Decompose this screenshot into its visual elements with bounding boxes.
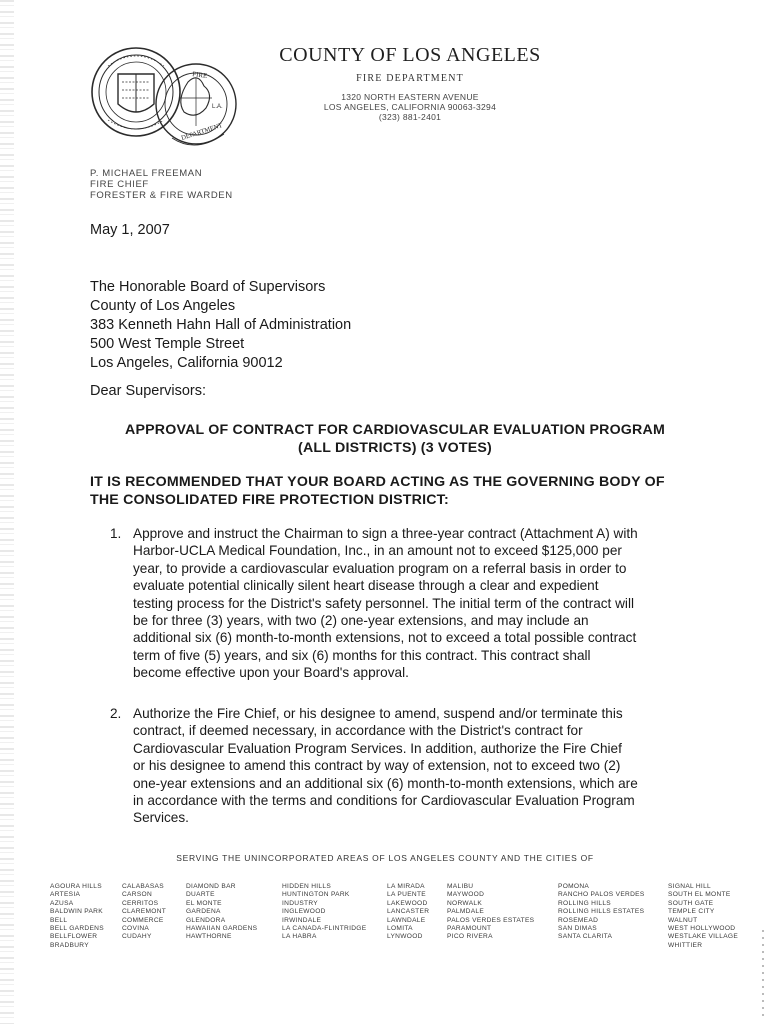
item-line: or his designee to amend this contract by way of extension, not to exceed two (2)	[133, 758, 621, 774]
chief-name: P. MICHAEL FREEMAN	[90, 168, 203, 179]
city-name: GLENDORA	[186, 916, 226, 924]
city-name: COVINA	[122, 925, 150, 933]
subject-heading	[100, 421, 690, 457]
county-seal-icon	[88, 42, 243, 150]
subject-line: (ALL DISTRICTS) (3 VOTES)	[298, 440, 492, 456]
recommendation-heading	[90, 473, 700, 509]
item-number: 1.	[110, 526, 122, 541]
item-line: in accordance with the terms and conditions for Cardiovascular Evaluation Program	[133, 793, 635, 809]
city-name: POMONA	[558, 883, 590, 890]
city-name: LYNWOOD	[387, 933, 423, 941]
city-name: LAKEWOOD	[387, 899, 428, 907]
city-name: ROSEMEAD	[558, 916, 599, 924]
item-line: become effective upon your Board's approval.	[133, 665, 409, 681]
city-name: PICO RIVERA	[447, 933, 493, 941]
city-name: CALABASAS	[122, 883, 164, 890]
city-name: HIDDEN HILLS	[282, 883, 332, 890]
fire-chief-block	[90, 168, 233, 201]
city-name: PARAMOUNT	[447, 925, 492, 933]
city-name: ROLLING HILLS ESTATES	[558, 908, 645, 916]
item-line: Harbor-UCLA Medical Foundation, Inc., in an amount not to exceed $125,000 per	[133, 543, 622, 559]
city-name: WALNUT	[668, 916, 698, 924]
city-column	[122, 883, 166, 942]
city-name: CLAREMONT	[122, 908, 167, 916]
city-name: BRADBURY	[50, 941, 89, 949]
svg-text:L.A.: L.A.	[212, 104, 223, 110]
city-column	[387, 883, 429, 942]
city-name: IRWINDALE	[282, 916, 322, 924]
city-name: SANTA CLARITA	[558, 933, 613, 941]
item-body	[133, 525, 690, 682]
chief-title: FORESTER & FIRE WARDEN	[90, 190, 233, 201]
city-name: INGLEWOOD	[282, 908, 326, 916]
city-name: HAWTHORNE	[186, 933, 232, 941]
city-name: WHITTIER	[668, 941, 703, 949]
city-column	[50, 883, 104, 950]
address-line: 1320 NORTH EASTERN AVENUE	[341, 92, 479, 102]
item-line: contract, if deemed necessary, in accordance with the District's contract for	[133, 723, 583, 739]
city-name: INDUSTRY	[282, 899, 318, 907]
city-name: NORWALK	[447, 899, 483, 907]
city-name: CERRITOS	[122, 899, 159, 907]
city-column	[186, 883, 257, 942]
item-line: be for three (3) years, with two (2) one-year extensions, and may include an	[133, 613, 589, 629]
addressee-line: 383 Kenneth Hahn Hall of Administration	[90, 317, 352, 333]
letterhead	[250, 44, 570, 122]
addressee-line: County of Los Angeles	[90, 298, 236, 314]
city-name: SAN DIMAS	[558, 925, 597, 933]
city-name: WESTLAKE VILLAGE	[668, 933, 739, 941]
city-name: LOMITA	[387, 925, 413, 933]
item-line: testing process for the District's safety personnel. The initial term of the contract will	[133, 595, 634, 611]
city-name: AZUSA	[50, 899, 74, 907]
city-name: DUARTE	[186, 891, 215, 899]
recommendation-item	[110, 705, 690, 827]
city-name: BELL	[50, 916, 68, 924]
svg-text:DEPARTMENT: DEPARTMENT	[180, 122, 224, 142]
city-name: ARTESIA	[50, 891, 81, 899]
city-list	[50, 883, 750, 963]
city-name: AGOURA HILLS	[50, 883, 102, 890]
item-line: Services.	[133, 810, 189, 826]
scan-edge-mark	[762, 930, 764, 1020]
chief-title: FIRE CHIEF	[90, 179, 149, 190]
city-name: HAWAIIAN GARDENS	[186, 925, 258, 933]
item-line: Authorize the Fire Chief, or his designee to amend, suspend and/or terminate this	[133, 706, 623, 721]
city-name: COMMERCE	[122, 916, 164, 924]
city-name: BELLFLOWER	[50, 933, 98, 941]
city-name: CUDAHY	[122, 933, 152, 941]
city-column	[668, 883, 738, 950]
city-name: LANCASTER	[387, 908, 430, 916]
item-body	[133, 705, 690, 827]
addressee-line: 500 West Temple Street	[90, 336, 245, 352]
item-line: Cardiovascular Evaluation Program Services. In addition, authorize the Fire Chief	[133, 740, 622, 756]
city-column	[282, 883, 366, 942]
city-name: MALIBU	[447, 883, 474, 890]
city-name: SOUTH EL MONTE	[668, 891, 731, 899]
city-name: BALDWIN PARK	[50, 908, 103, 916]
city-name: WEST HOLLYWOOD	[668, 925, 736, 933]
city-name: LA PUENTE	[387, 891, 426, 899]
city-name: RANCHO PALOS VERDES	[558, 891, 645, 899]
letter-date: May 1, 2007	[90, 222, 170, 238]
addressee-line: Los Angeles, California 90012	[90, 355, 283, 371]
addressee-block	[90, 278, 351, 373]
addressee-line: The Honorable Board of Supervisors	[90, 279, 326, 295]
city-column	[447, 883, 534, 942]
recommendation-item	[110, 525, 690, 682]
city-name: PALMDALE	[447, 908, 485, 916]
serving-statement: SERVING THE UNINCORPORATED AREAS OF LOS ANGELES COUNTY AND THE CITIES OF	[176, 853, 594, 863]
city-name: BELL GARDENS	[50, 925, 104, 933]
city-name: ROLLING HILLS	[558, 899, 612, 907]
city-name: MAYWOOD	[447, 891, 485, 899]
city-name: TEMPLE CITY	[668, 908, 715, 916]
item-line: Approve and instruct the Chairman to sign a three-year contract (Attachment A) with	[133, 526, 638, 541]
item-line: additional six (6) month-to-month extensions, not to exceed a total possible contract	[133, 630, 637, 646]
item-number: 2.	[110, 706, 122, 721]
city-name: SIGNAL HILL	[668, 883, 712, 890]
city-name: LA CANADA-FLINTRIDGE	[282, 925, 367, 933]
recommendation-line: THE CONSOLIDATED FIRE PROTECTION DISTRICT:	[90, 492, 449, 508]
county-title: COUNTY OF LOS ANGELES	[279, 44, 541, 66]
city-name: EL MONTE	[186, 899, 222, 907]
salutation: Dear Supervisors:	[90, 383, 207, 399]
svg-text:FIRE: FIRE	[191, 70, 208, 81]
item-line: evaluate potential clinically silent heart disease through a clear and expedient	[133, 578, 599, 594]
city-name: LA MIRADA	[387, 883, 425, 890]
city-column	[558, 883, 645, 942]
city-name: LAWNDALE	[387, 916, 426, 924]
city-name: LA HABRA	[282, 933, 317, 941]
city-name: SOUTH GATE	[668, 899, 714, 907]
address-line: LOS ANGELES, CALIFORNIA 90063-3294	[323, 102, 497, 112]
city-name: GARDENA	[186, 908, 221, 916]
item-line: term of five (5) years, and six (6) months for this contract. This contract shall	[133, 647, 591, 663]
subject-line: APPROVAL OF CONTRACT FOR CARDIOVASCULAR EVALUATION PROGRAM	[125, 422, 665, 438]
department-address	[250, 92, 570, 122]
scan-edge-noise	[0, 0, 14, 1024]
city-name: CARSON	[122, 891, 153, 899]
department-title: FIRE DEPARTMENT	[356, 73, 464, 84]
item-line: one-year extensions and an additional six (6) month-to-month extensions, which are	[133, 775, 638, 791]
city-name: PALOS VERDES ESTATES	[447, 916, 535, 924]
address-line: (323) 881-2401	[378, 112, 442, 122]
recommendation-line: IT IS RECOMMENDED THAT YOUR BOARD ACTING AS THE GOVERNING BODY OF	[90, 474, 665, 490]
item-line: year, to provide a cardiovascular evaluation program on a referral basis in order to	[133, 560, 627, 576]
city-name: HUNTINGTON PARK	[282, 891, 350, 899]
city-name: DIAMOND BAR	[186, 883, 236, 890]
